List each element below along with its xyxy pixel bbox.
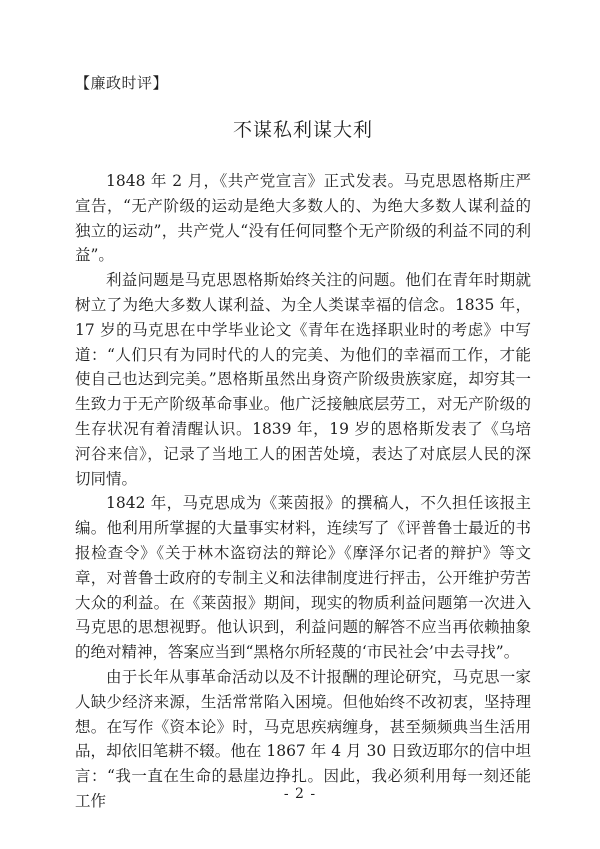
body-paragraph: 1848 年 2 月，《共产党宣言》正式发表。马克思恩格斯庄严宣告，“无产阶级的运动是绝大多数人的、为绝大多数人谋利益的独立的运动”，共产党人“没有任何同整个无产阶级的利益不同的利益”。 bbox=[75, 172, 531, 265]
page-number: - 2 - bbox=[283, 786, 317, 802]
document-body bbox=[75, 169, 531, 814]
body-paragraph: 利益问题是马克思恩格斯始终关注的问题。他们在青年时期就树立了为绝大多数人谋利益、为全人类谋幸福的信念。1835 年，17 岁的马克思在中学毕业论文《青年在选择职业时的考虑》中写道：“人们只有为同时代的人的完美、为他们的幸福而工作，才能使自己也达到完美。”恩格斯虽然出身资产阶级贵族家庭，却穷其一生致力于无产阶级革命事业。他广泛接触底层劳工，对无产阶级的生存状况有着清醒认识。1839 年，19 岁的恩格斯发表了《乌培河谷来信》，记录了当地工人的困苦处境，表达了对底层人民的深切同情。 bbox=[75, 271, 531, 488]
document-title: 不谋私利谋大利 bbox=[232, 119, 373, 141]
body-paragraph: 1842 年，马克思成为《莱茵报》的撰稿人，不久担任该报主编。他利用所掌握的大量事实材料，连续写了《评普鲁士最近的书报检查令》《关于林木盗窃法的辩论》《摩泽尔记者的辩护》等文章，对普鲁士政府的专制主义和法律制度进行抨击，公开维护劳苦大众的利益。在《莱茵报》期间，现实的物质利益问题第一次进入马克思的思想视野。他认识到，利益问题的解答不应当再依赖抽象的绝对精神，答案应当到“黑格尔所轻蔑的‘市民社会’中去寻找”。 bbox=[75, 494, 531, 662]
body-paragraph: 由于长年从事革命活动以及不计报酬的理论研究，马克思一家人缺少经济来源，生活常常陷入困境。但他始终不改初衷，坚持理想。在写作《资本论》时，马克思疾病缠身，甚至频频典当生活用品，却依旧笔耕不辍。他在 1867 年 4 月 30 日致迈耶尔的信中坦言：“我一直在生命的悬崖边挣扎。因此，我必须利用每一刻还能工作 bbox=[75, 667, 531, 810]
section-label: 【廉政时评】 bbox=[75, 74, 169, 92]
